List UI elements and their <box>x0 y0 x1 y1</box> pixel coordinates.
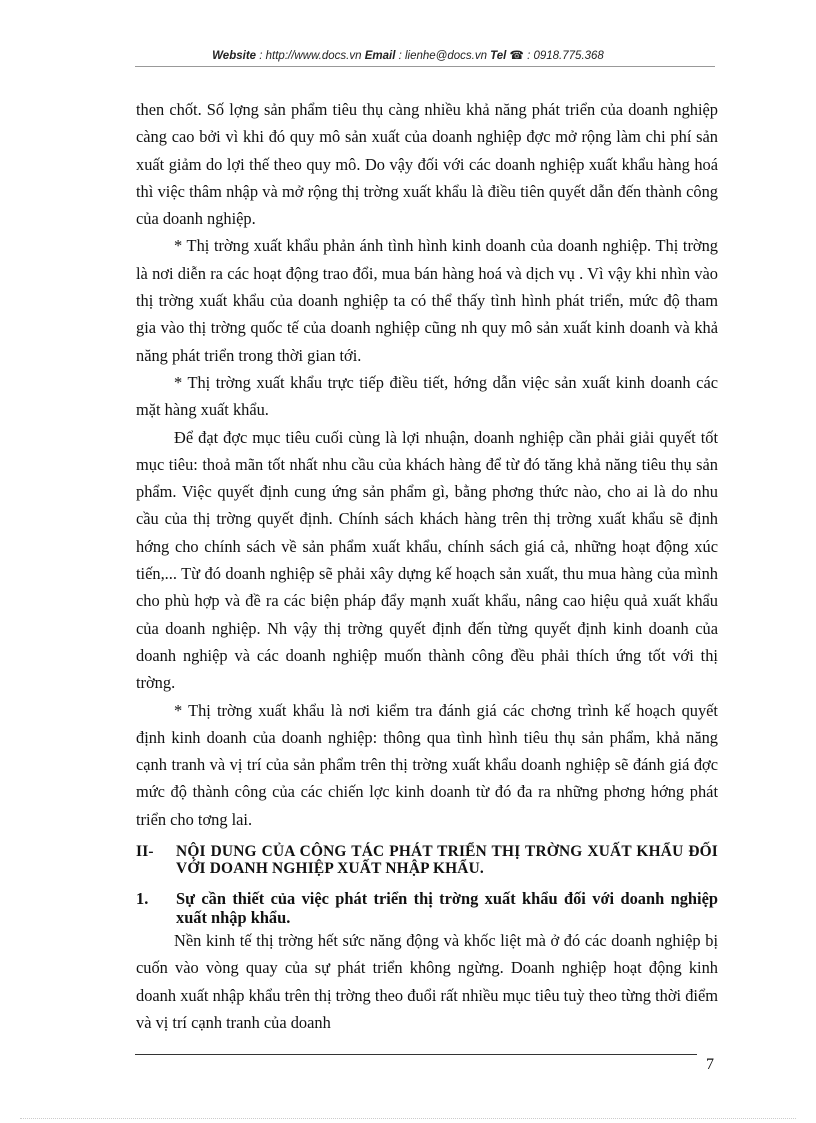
paragraph-1: then chốt. Số lợng sản phẩm tiêu thụ càng nhiều khả năng phát triển của doanh nghiệp càng cao bởi vì khi đó quy mô sản xuất của doanh nghiệp đợc mở rộng làm chi phí sản xuất giảm do lợi thế theo quy mô. Do vậy đối với các doanh nghiệp xuất khẩu hàng hoá thì việc thâm nhập và mở rộng thị trờng xuất khẩu là điều tiên quyết dẫn đến thành công của doanh nghiệp. <box>136 100 718 229</box>
page-body <box>136 96 718 1036</box>
paragraph-5: * Thị trờng xuất khẩu là nơi kiểm tra đánh giá các chơng trình kế hoạch quyết định kinh doanh của doanh nghiệp: thông qua tình hình tiêu thụ sản phẩm, khả năng cạnh tranh và vị trí của sản phẩm trên thị trờng xuất khẩu doanh nghiệp sẽ đánh giá đợc mức độ thành công của các chiến lợc kinh doanh từ đó đa ra những phơng hớng phát triển cho tơng lai. <box>136 700 718 829</box>
email-value: : lienhe@docs.vn <box>395 50 491 62</box>
email-label: Email <box>364 50 396 62</box>
website-value: : http://www.docs.vn <box>256 50 365 62</box>
paragraph-2: * Thị trờng xuất khẩu phản ánh tình hình kinh doanh của doanh nghiệp. Thị trờng là nơi diễn ra các hoạt động trao đổi, mua bán hàng hoá và dịch vụ . Vì vậy khi nhìn vào thị trờng xuất khẩu của doanh nghiệp ta có thể thấy tình hình phát triển, mức độ tham gia vào thị trờng quốc tế của doanh nghiệp cũng nh quy mô sản xuất kinh doanh và khả năng phát triển trong thời gian tới. <box>136 236 718 365</box>
paragraph-3: * Thị trờng xuất khẩu trực tiếp điều tiết, hớng dẫn việc sản xuất kinh doanh các mặt hàng xuất khẩu. <box>136 372 718 420</box>
website-label: Website <box>212 50 257 62</box>
page-number: 7 <box>706 1056 714 1073</box>
subsection-title: Sự cần thiết của việc phát triển thị trờng xuất khẩu đối với doanh nghiệp xuất nhập khẩu. <box>176 889 718 928</box>
section-title: NỘI DUNG CỦA CÔNG TÁC PHÁT TRIỂN THỊ TRỜNG XUẤT KHẨU ĐỐI VỚI DOANH NGHIỆP XUẤT NHẬP KHẨU. <box>176 843 718 878</box>
paragraph-4: Để đạt đợc mục tiêu cuối cùng là lợi nhuận, doanh nghiệp cần phải giải quyết tốt mục tiêu: thoả mãn tốt nhất nhu cầu của khách hàng để từ đó tăng khả năng tiêu thụ sản phẩm. Việc quyết định cung ứng sản phẩm gì, bằng phơng thức nào, cho ai là do nhu cầu của thị trờng quyết định. Chính sách khách hàng trên thị trờng xuất khẩu sẽ định hớng cho chính sách về sản phẩm xuất khẩu, chính sách giá cả, những hoạt động xúc tiến,... Từ đó doanh nghiệp sẽ phải xây dựng kế hoạch sản xuất, thu mua hàng của mình cho phù hợp và đề ra các biện pháp đẩy mạnh xuất khẩu, nâng cao hiệu quả xuất khẩu của doanh nghiệp. Nh vậy thị trờng quyết định đến từng quyết định kinh doanh của doanh nghiệp và các doanh nghiệp muốn thành công đều phải thích ứng tốt với thị trờng. <box>136 427 718 693</box>
tel-value: : 0918.775.368 <box>523 50 604 62</box>
subsection-heading <box>136 889 718 927</box>
footer-divider <box>135 1054 697 1055</box>
section-number: II- <box>136 843 154 861</box>
page-edge-divider <box>20 1118 796 1119</box>
section-heading <box>136 843 718 877</box>
subsection-number: 1. <box>136 889 149 909</box>
tel-label: Tel ☎ <box>490 50 524 62</box>
page-header <box>0 48 816 62</box>
header-divider <box>135 66 715 67</box>
paragraph-6: Nền kinh tế thị trờng hết sức năng động và khốc liệt mà ở đó các doanh nghiệp bị cuốn vào vòng quay của sự phát triển không ngừng. Doanh nghiệp hoạt động kinh doanh xuất nhập khẩu trên thị trờng theo đuổi rất nhiều mục tiêu tuỳ theo từng thời điểm và vị trí cạnh tranh của doanh <box>136 931 718 1032</box>
